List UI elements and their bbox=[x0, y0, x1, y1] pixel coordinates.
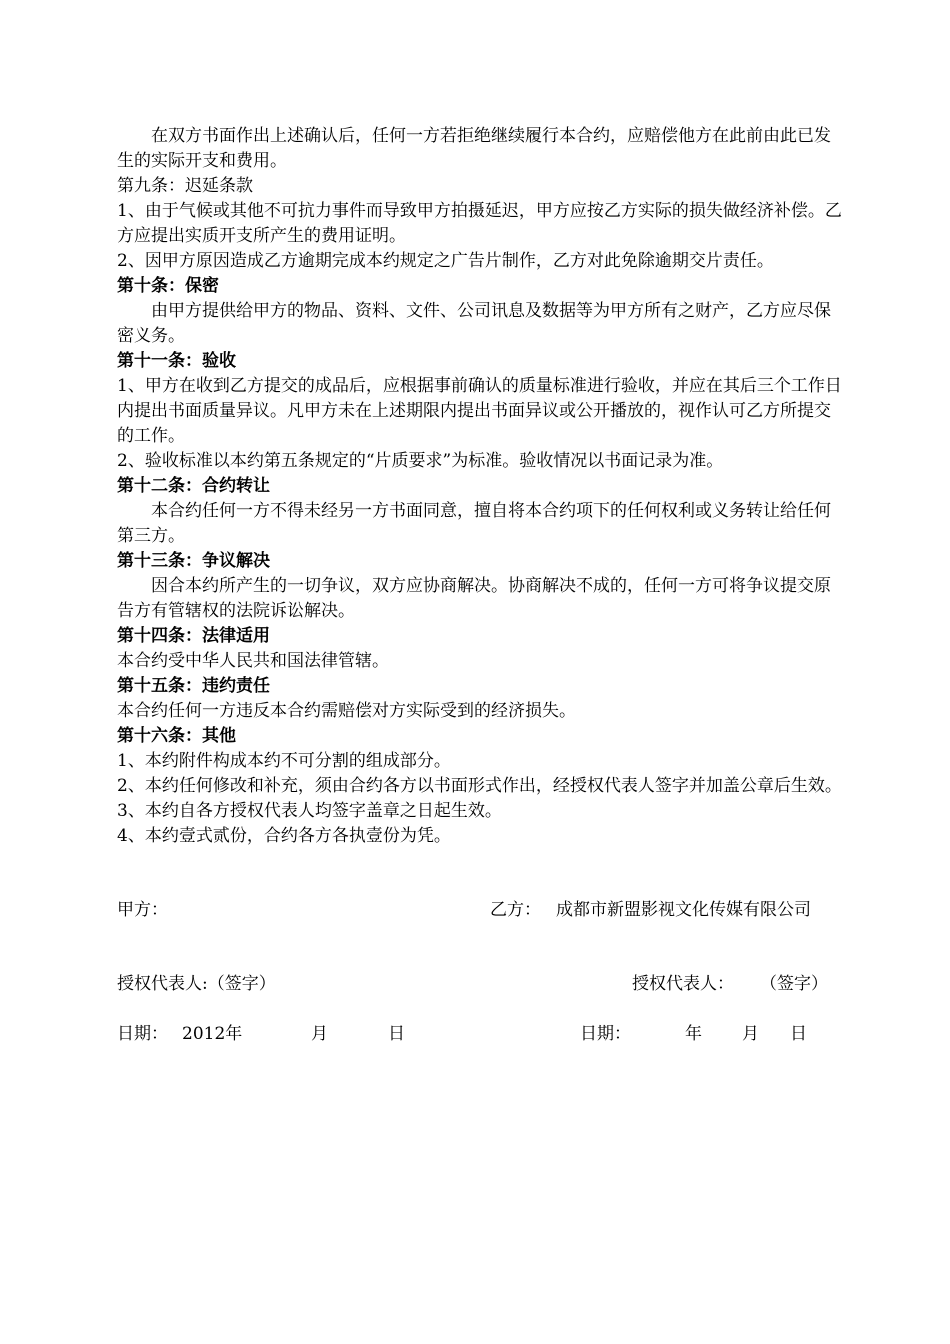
article-heading: 第十四条：法律适用 bbox=[117, 626, 270, 646]
article-heading: 第十三条：争议解决 bbox=[117, 551, 270, 571]
date-b-year: 年 bbox=[685, 1024, 702, 1044]
party-b-representative-label: 授权代表人： bbox=[632, 974, 734, 994]
paragraph: 在双方书面作出上述确认后，任何一方若拒绝继续履行本合约，应赔偿他方在此前由此已发生的实际开支和费用。 bbox=[117, 126, 831, 171]
paragraph: 本合约任何一方违反本合约需赔偿对方实际受到的经济损失。 bbox=[117, 701, 576, 721]
paragraph: 由甲方提供给甲方的物品、资料、文件、公司讯息及数据等为甲方所有之财产，乙方应尽保密义务。 bbox=[117, 301, 831, 346]
party-b-name: 成都市新盟影视文化传媒有限公司 bbox=[556, 900, 811, 920]
party-b-signature-note: （签字） bbox=[760, 974, 828, 994]
paragraph: 本合约受中华人民共和国法律管辖。 bbox=[117, 651, 389, 671]
paragraph: 1、本约附件构成本约不可分割的组成部分。 bbox=[117, 751, 451, 771]
paragraph: 1、甲方在收到乙方提交的成品后，应根据事前确认的质量标准进行验收，并应在其后三个工作日内提出书面质量异议。凡甲方未在上述期限内提出书面异议或公开播放的，视作认可乙方所提交的工作。 bbox=[117, 376, 842, 446]
date-b-day: 日 bbox=[790, 1024, 807, 1044]
date-a-month: 月 bbox=[311, 1024, 328, 1044]
paragraph: 因合本约所产生的一切争议，双方应协商解决。协商解决不成的，任何一方可将争议提交原告方有管辖权的法院诉讼解决。 bbox=[117, 576, 831, 621]
article-heading: 第九条：迟延条款 bbox=[117, 176, 253, 196]
article-heading: 第十五条：违约责任 bbox=[117, 676, 270, 696]
paragraph: 1、由于气候或其他不可抗力事件而导致甲方拍摄延迟，甲方应按乙方实际的损失做经济补偿。乙方应提出实质开支所产生的费用证明。 bbox=[117, 201, 842, 246]
article-heading: 第十一条：验收 bbox=[117, 351, 236, 371]
contract-body bbox=[117, 124, 847, 849]
article-heading: 第十六条：其他 bbox=[117, 726, 236, 746]
date-b-month: 月 bbox=[742, 1024, 759, 1044]
paragraph: 2、验收标准以本约第五条规定的“片质要求”为标准。验收情况以书面记录为准。 bbox=[117, 451, 724, 471]
date-b-label: 日期： bbox=[580, 1024, 631, 1044]
paragraph: 2、因甲方原因造成乙方逾期完成本约规定之广告片制作，乙方对此免除逾期交片责任。 bbox=[117, 251, 774, 271]
party-a-representative: 授权代表人:（签字） bbox=[117, 974, 276, 994]
paragraph: 本合约任何一方不得未经另一方书面同意，擅自将本合约项下的任何权利或义务转让给任何第三方。 bbox=[117, 501, 831, 546]
date-a-year: 2012年 bbox=[182, 1024, 243, 1044]
article-heading: 第十条：保密 bbox=[117, 276, 219, 296]
paragraph: 4、本约壹式贰份，合约各方各执壹份为凭。 bbox=[117, 826, 451, 846]
party-a-label: 甲方： bbox=[117, 900, 168, 920]
paragraph: 3、本约自各方授权代表人均签字盖章之日起生效。 bbox=[117, 801, 502, 821]
paragraph: 2、本约任何修改和补充，须由合约各方以书面形式作出，经授权代表人签字并加盖公章后生效。 bbox=[117, 776, 842, 796]
party-b-label: 乙方： bbox=[490, 900, 541, 920]
article-heading: 第十二条：合约转让 bbox=[117, 476, 270, 496]
date-a-day: 日 bbox=[388, 1024, 405, 1044]
date-a-label: 日期： bbox=[117, 1024, 168, 1044]
